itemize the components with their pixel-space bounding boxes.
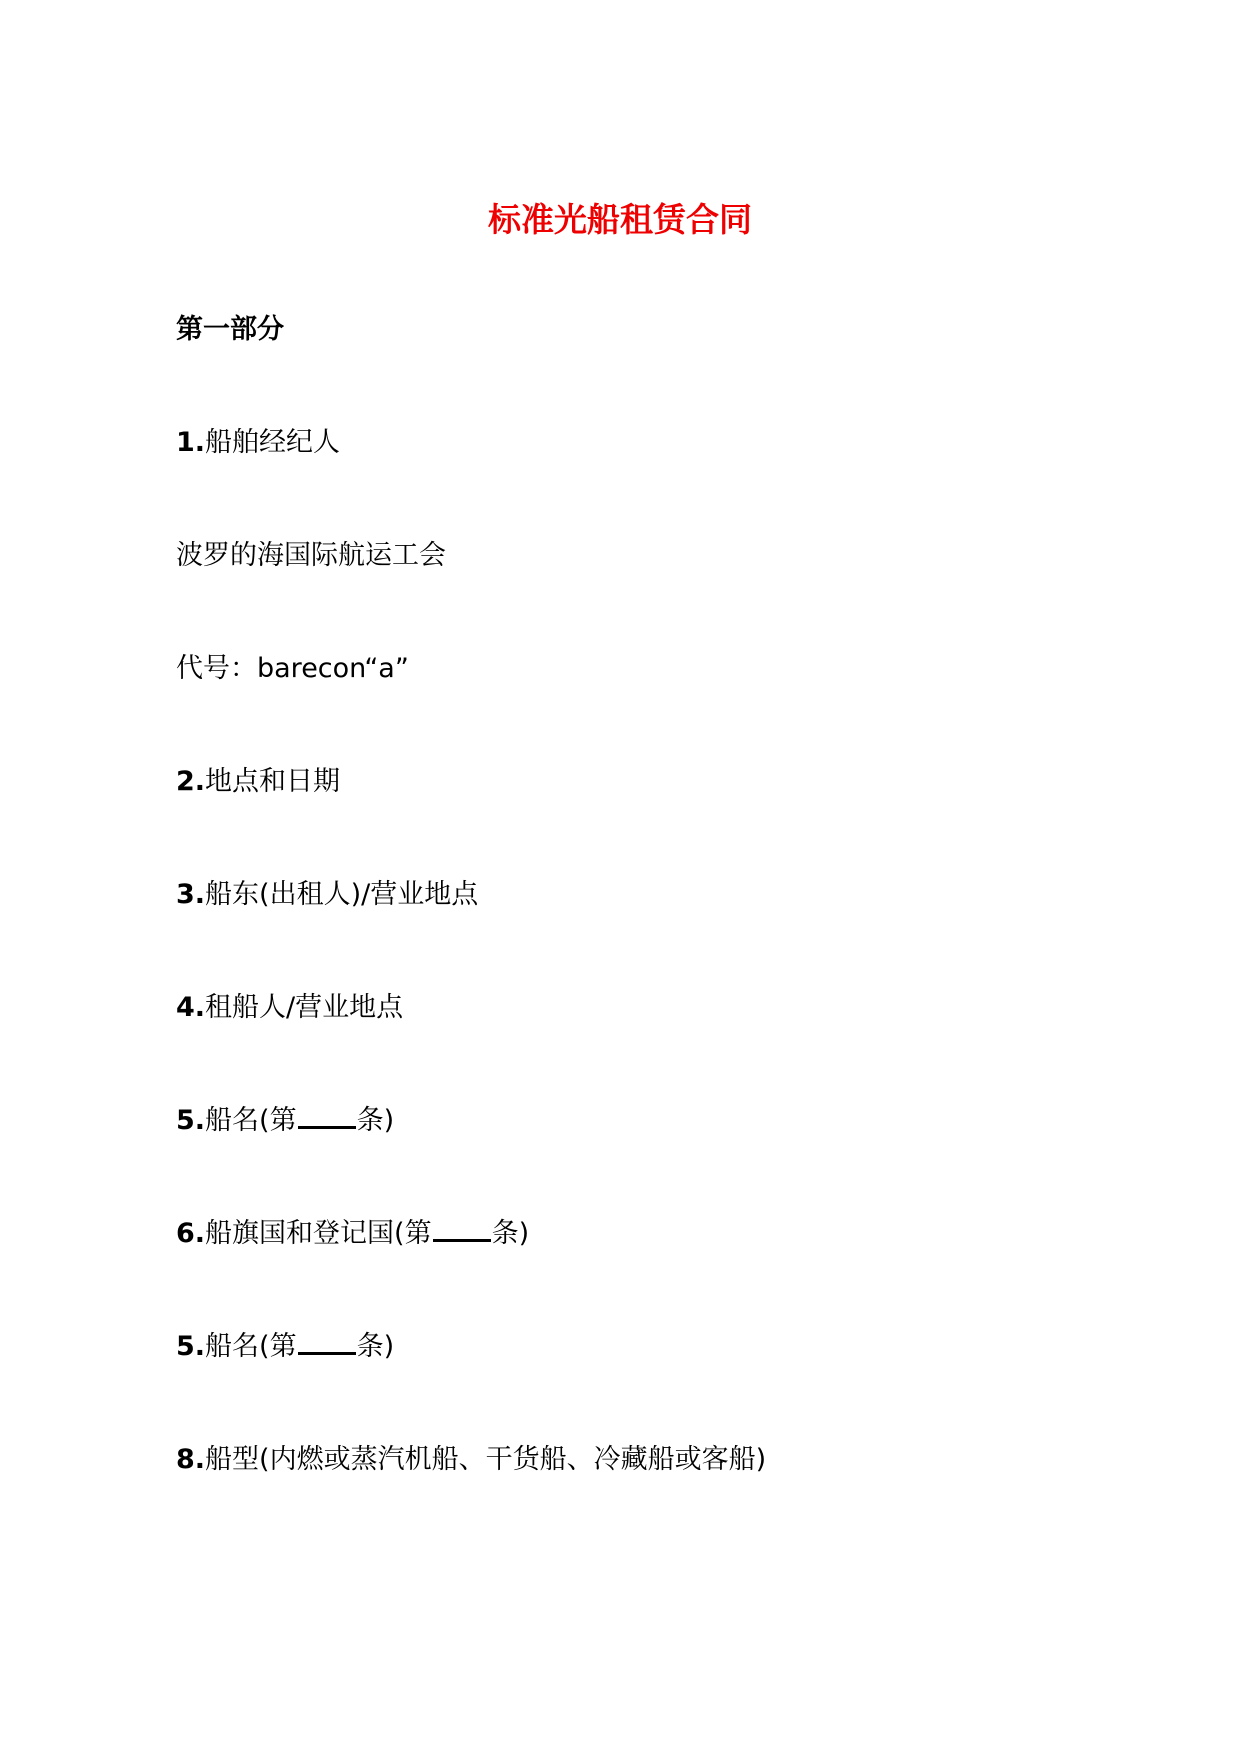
item-number: 3.: [176, 879, 206, 910]
item-number: 1.: [176, 427, 206, 458]
document-title: 标准光船租赁合同: [488, 200, 752, 239]
item-number: 5.: [176, 1105, 206, 1136]
fill-in-blank: [433, 1211, 491, 1242]
item-text-after: 条): [356, 1331, 395, 1362]
item-number: 6.: [176, 1218, 206, 1249]
item-text-after: 条): [491, 1218, 530, 1249]
item-text-before: 船旗国和登记国(第: [205, 1218, 432, 1249]
item-text-before: 船名(第: [205, 1105, 297, 1136]
item-vessel-type: [176, 1436, 766, 1484]
section-heading: 第一部分: [176, 314, 284, 345]
item-text: 船东(出租人)/营业地点: [205, 879, 479, 910]
item-charterer: [176, 984, 403, 1032]
item-text: 地点和日期: [205, 766, 341, 797]
item-text: 船型(内燃或蒸汽机船、干货船、冷藏船或客船): [205, 1444, 767, 1475]
item-number: 2.: [176, 766, 206, 797]
item-text: 租船人/营业地点: [205, 992, 404, 1023]
fill-in-blank: [298, 1098, 356, 1129]
item-place-date: [176, 758, 340, 806]
item-code: [176, 645, 409, 693]
item-owner: [176, 871, 478, 919]
item-text-after: 条): [356, 1105, 395, 1136]
item-text: 波罗的海国际航运工会: [176, 540, 446, 571]
item-flag-registry: [176, 1210, 529, 1258]
item-number: 4.: [176, 992, 206, 1023]
item-broker: [176, 419, 340, 467]
item-text-before: 船名(第: [205, 1331, 297, 1362]
item-vessel-name-repeat: [176, 1323, 394, 1371]
fill-in-blank: [298, 1324, 356, 1355]
item-text: 代号：barecon“a”: [176, 653, 409, 684]
item-vessel-name: [176, 1097, 394, 1145]
item-number: 5.: [176, 1331, 206, 1362]
item-text: 船舶经纪人: [205, 427, 341, 458]
item-organization: [176, 532, 446, 580]
item-number: 8.: [176, 1444, 206, 1475]
